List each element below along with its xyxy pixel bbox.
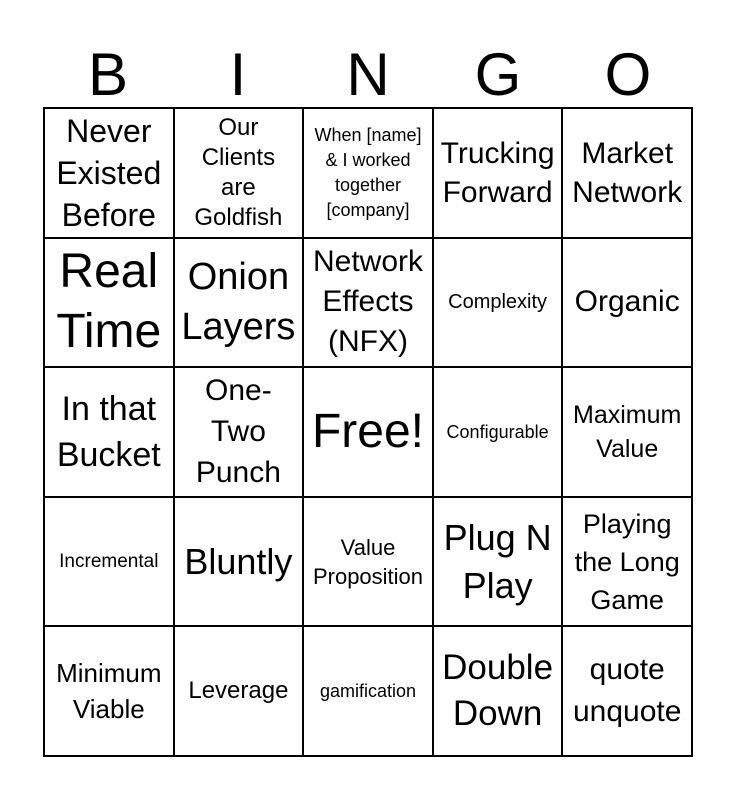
header-letter-n: N bbox=[346, 41, 390, 108]
bingo-cell: Minimum Viable bbox=[45, 627, 175, 757]
bingo-cell: Our Clients are Goldfish bbox=[175, 109, 305, 239]
bingo-cell: When [name] & I worked together [company] bbox=[304, 109, 434, 239]
bingo-cell: quote unquote bbox=[563, 627, 693, 757]
bingo-cell: gamification bbox=[304, 627, 434, 757]
bingo-cell: One- Two Punch bbox=[175, 368, 305, 498]
bingo-cell: Onion Layers bbox=[175, 239, 305, 369]
header-letter-b: B bbox=[87, 41, 129, 108]
bingo-cell: Incremental bbox=[45, 498, 175, 628]
bingo-cell: Maximum Value bbox=[563, 368, 693, 498]
bingo-cell: Double Down bbox=[434, 627, 564, 757]
header-letter-i: I bbox=[229, 41, 247, 108]
header-letter-g: G bbox=[474, 41, 522, 108]
bingo-cell: Organic bbox=[563, 239, 693, 369]
bingo-cell: Plug N Play bbox=[434, 498, 564, 628]
bingo-header bbox=[43, 41, 693, 108]
bingo-cell: Value Proposition bbox=[304, 498, 434, 628]
bingo-cell: Real Time bbox=[45, 239, 175, 369]
bingo-board bbox=[43, 107, 693, 757]
bingo-cell: Playing the Long Game bbox=[563, 498, 693, 628]
bingo-cell: Complexity bbox=[434, 239, 564, 369]
bingo-cell: In that Bucket bbox=[45, 368, 175, 498]
bingo-cell: Never Existed Before bbox=[45, 109, 175, 239]
header-letter-o: O bbox=[604, 41, 652, 108]
bingo-cell: Free! bbox=[304, 368, 434, 498]
bingo-cell: Leverage bbox=[175, 627, 305, 757]
bingo-cell: Bluntly bbox=[175, 498, 305, 628]
bingo-cell: Configurable bbox=[434, 368, 564, 498]
bingo-cell: Network Effects (NFX) bbox=[304, 239, 434, 369]
bingo-cell: Trucking Forward bbox=[434, 109, 564, 239]
bingo-cell: Market Network bbox=[563, 109, 693, 239]
